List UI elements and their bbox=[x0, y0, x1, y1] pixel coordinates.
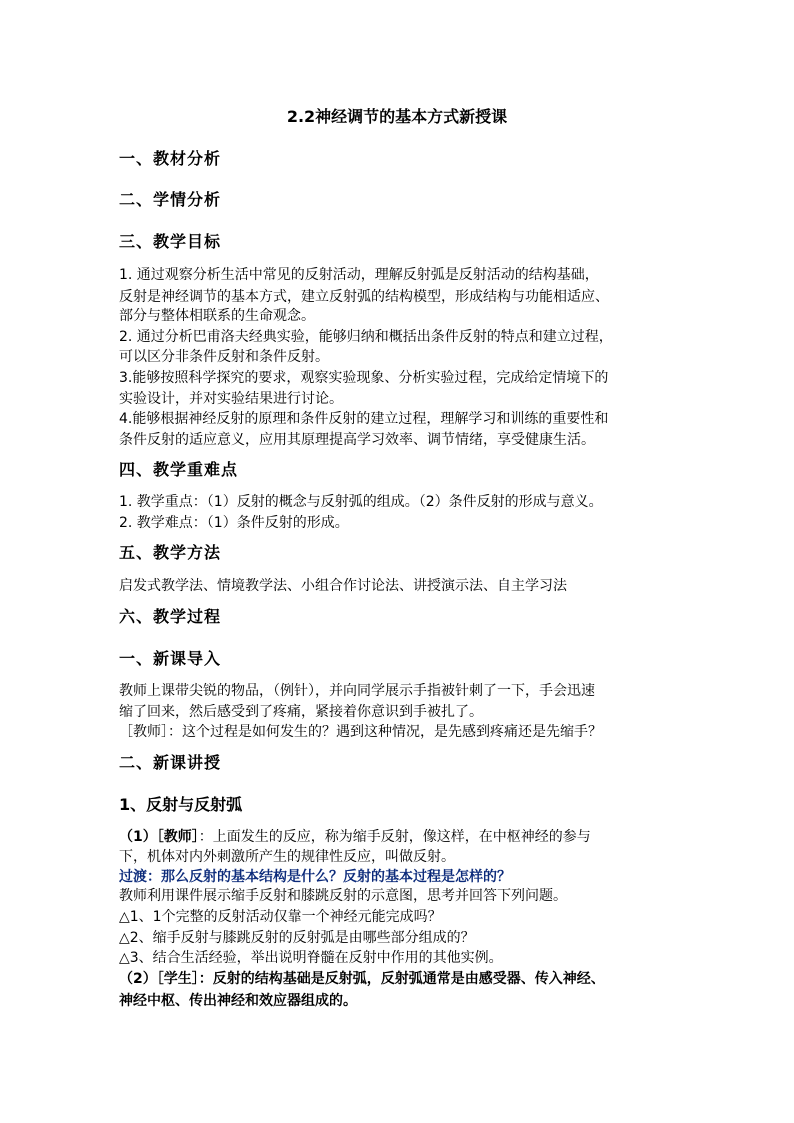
question-item: △3、结合生活经验，举出说明脊髓在反射中作用的其他实例。 bbox=[119, 950, 503, 966]
subheading-reflex-arc: 1、反射与反射弧 bbox=[119, 795, 243, 814]
intro-line: 缩了回来，然后感受到了疼痛，紧接着你意识到手被扎了。 bbox=[119, 704, 483, 720]
question-item: △2、缩手反射与膝跳反射的反射弧是由哪些部分组成的？ bbox=[119, 930, 475, 946]
document-title: 2.2神经调节的基本方式新授课 bbox=[286, 107, 508, 126]
heading-learner-analysis: 二、学情分析 bbox=[119, 190, 222, 209]
question-item: △1、1个完整的反射活动仅靠一个神经元能完成吗？ bbox=[119, 909, 442, 925]
lecture-line: 下，机体对内外刺激所产生的规律性反应，叫做反射。 bbox=[119, 849, 455, 865]
heading-lesson-intro: 一、新课导入 bbox=[119, 649, 222, 668]
objective-line: 部分与整体相联系的生命观念。 bbox=[119, 308, 315, 324]
heading-new-lesson: 二、新课讲授 bbox=[119, 753, 222, 772]
student-answer-line: 神经中枢、传出神经和效应器组成的。 bbox=[119, 993, 357, 1009]
objective-line: 实验设计，并对实验结果进行讨论。 bbox=[119, 391, 343, 407]
student-answer-line: （2）［学生］：反射的结构基础是反射弧，反射弧通常是由感受器、传入神经、 bbox=[119, 971, 605, 987]
heading-textbook-analysis: 一、教材分析 bbox=[119, 149, 222, 168]
objective-line: 可以区分非条件反射和条件反射。 bbox=[119, 349, 329, 365]
heading-teaching-methods: 五、教学方法 bbox=[119, 543, 222, 562]
objective-line: 反射是神经调节的基本方式，建立反射弧的结构模型，形成结构与功能相适应、 bbox=[119, 289, 609, 305]
objective-line: 1. 通过观察分析生活中常见的反射活动，理解反射弧是反射活动的结构基础， bbox=[119, 267, 599, 283]
keypoint-line: 2. 教学难点：（1）条件反射的形成。 bbox=[119, 515, 349, 531]
intro-line: ［教师］：这个过程是如何发生的？遇到这种情况，是先感到疼痛还是先缩手？ bbox=[119, 724, 602, 740]
courseware-text: 教师利用课件展示缩手反射和膝跳反射的示意图，思考并回答下列问题。 bbox=[119, 888, 567, 904]
objective-line: 2. 通过分析巴甫洛夫经典实验，能够归纳和概括出条件反射的特点和建立过程， bbox=[119, 329, 613, 345]
teaching-methods-text: 启发式教学法、情境教学法、小组合作讨论法、讲授演示法、自主学习法 bbox=[119, 578, 567, 594]
objective-line: 4.能够根据神经反射的原理和条件反射的建立过程，理解学习和训练的重要性和 bbox=[119, 411, 609, 427]
heading-teaching-process: 六、教学过程 bbox=[119, 607, 222, 626]
teacher-label: （1）［教师］ bbox=[119, 829, 199, 845]
intro-line: 教师上课带尖锐的物品，（例针），并向同学展示手指被针刺了一下，手会迅速 bbox=[119, 683, 595, 699]
objective-line: 条件反射的适应意义，应用其原理提高学习效率、调节情绪，享受健康生活。 bbox=[119, 432, 595, 448]
heading-key-difficult-points: 四、教学重难点 bbox=[119, 460, 239, 479]
lecture-text: ：上面发生的反应，称为缩手反射，像这样，在中枢神经的参与 bbox=[198, 829, 591, 845]
objective-line: 3.能够按照科学探究的要求，观察实验现象、分析实验过程，完成给定情境下的 bbox=[119, 370, 609, 386]
lecture-paragraph-1 bbox=[119, 826, 591, 848]
keypoint-line: 1. 教学重点：（1）反射的概念与反射弧的组成。（2）条件反射的形成与意义。 bbox=[119, 494, 603, 510]
transition-question: 过渡：那么反射的基本结构是什么？反射的基本过程是怎样的？ bbox=[119, 869, 511, 885]
heading-teaching-objectives: 三、教学目标 bbox=[119, 232, 222, 251]
